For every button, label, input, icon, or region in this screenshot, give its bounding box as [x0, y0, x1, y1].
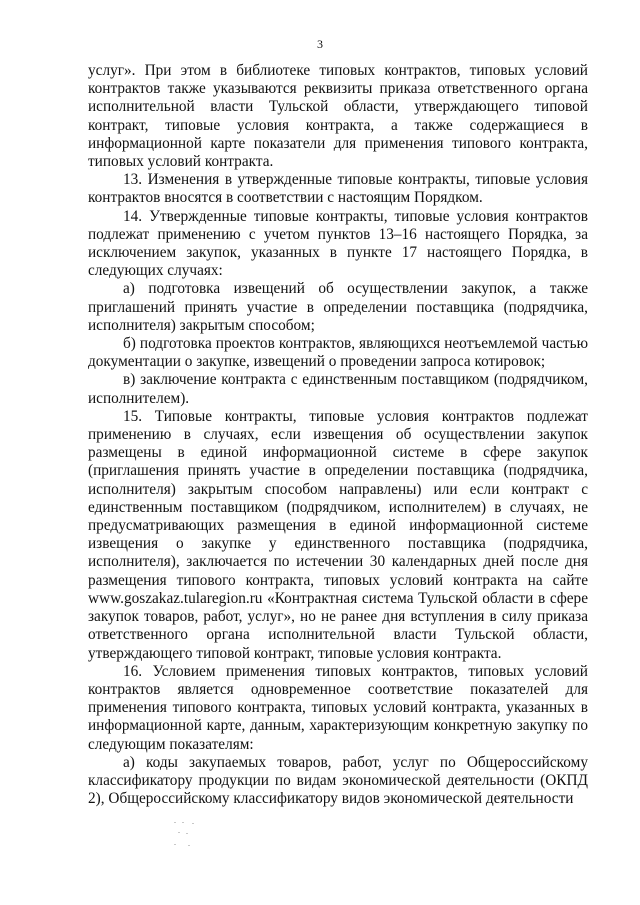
paragraph-16: 16. Условием применения типовых контрактов, типовых условий контрактов является одновременное соответствие показателей для применения типового контракта, типовых условий контракта, указанных в информационной карте, данным, характеризующим конкретную закупку по следующим показателям: — [88, 662, 588, 753]
paragraph-15: 15. Типовые контракты, типовые условия контрактов подлежат применению в случаях, если извещения об осуществлении закупок размещены в единой информационной системе в сфере закупок (приглашения принять участие в определении поставщика (подрядчика, исполнителя) закрытым способом направлены) или если контракт с единственным поставщиком (подрядчиком, исполнителем) в случаях, не предусматривающих размещения в единой информационной системе извещения о закупке у единственного поставщика (подрядчика, исполнителя), заключается по истечении 30 календарных дней после дня размещения типового контракта, типовых условий контракта на сайте www.goszakaz.tularegion.ru «Контрактная система Тульской области в сфере закупок товаров, работ, услуг», но не ранее дня вступления в силу приказа ответственного органа исполнительной власти Тульской области, утверждающего типовой контракт, типовые условия контракта. — [88, 407, 588, 662]
paragraph-14-item-a: а) подготовка извещений об осуществлении закупок, а также приглашений принять участие в определении поставщика (подрядчика, исполнителя) закрытым способом; — [88, 280, 588, 334]
document-body — [88, 62, 588, 808]
page-number: 3 — [317, 37, 323, 51]
paragraph-14-item-c: в) заключение контракта с единственным поставщиком (подрядчиком, исполнителем). — [88, 371, 588, 407]
paragraph-14-item-b: б) подготовка проектов контрактов, являющихся неотъемлемой частью документации о закупке, извещений о проведении запроса котировок; — [88, 335, 588, 371]
paragraph-13: 13. Изменения в утвержденные типовые контракты, типовые условия контрактов вносятся в соответствии с настоящим Порядком. — [88, 171, 588, 207]
paragraph-continuation: услуг». При этом в библиотеке типовых контрактов, типовых условий контрактов также указываются реквизиты приказа ответственного органа исполнительной власти Тульской области, утверждающего типовой контракт, типовые условия контракта, а также содержащиеся в информационной карте показатели для применения типового контракта, типовых условий контракта. — [88, 62, 588, 171]
paragraph-16-item-a: а) коды закупаемых товаров, работ, услуг по Общероссийскому классификатору продукции по видам экономической деятельности (ОКПД 2), Общероссийскому классификатору видов экономической деятельности — [88, 753, 588, 808]
paragraph-14: 14. Утвержденные типовые контракты, типовые условия контрактов подлежат применению с учетом пунктов 13–16 настоящего Порядка, за исключением закупок, указанных в пункте 17 настоящего Порядка, в следующих случаях: — [88, 207, 588, 280]
scan-artifact — [170, 820, 230, 860]
